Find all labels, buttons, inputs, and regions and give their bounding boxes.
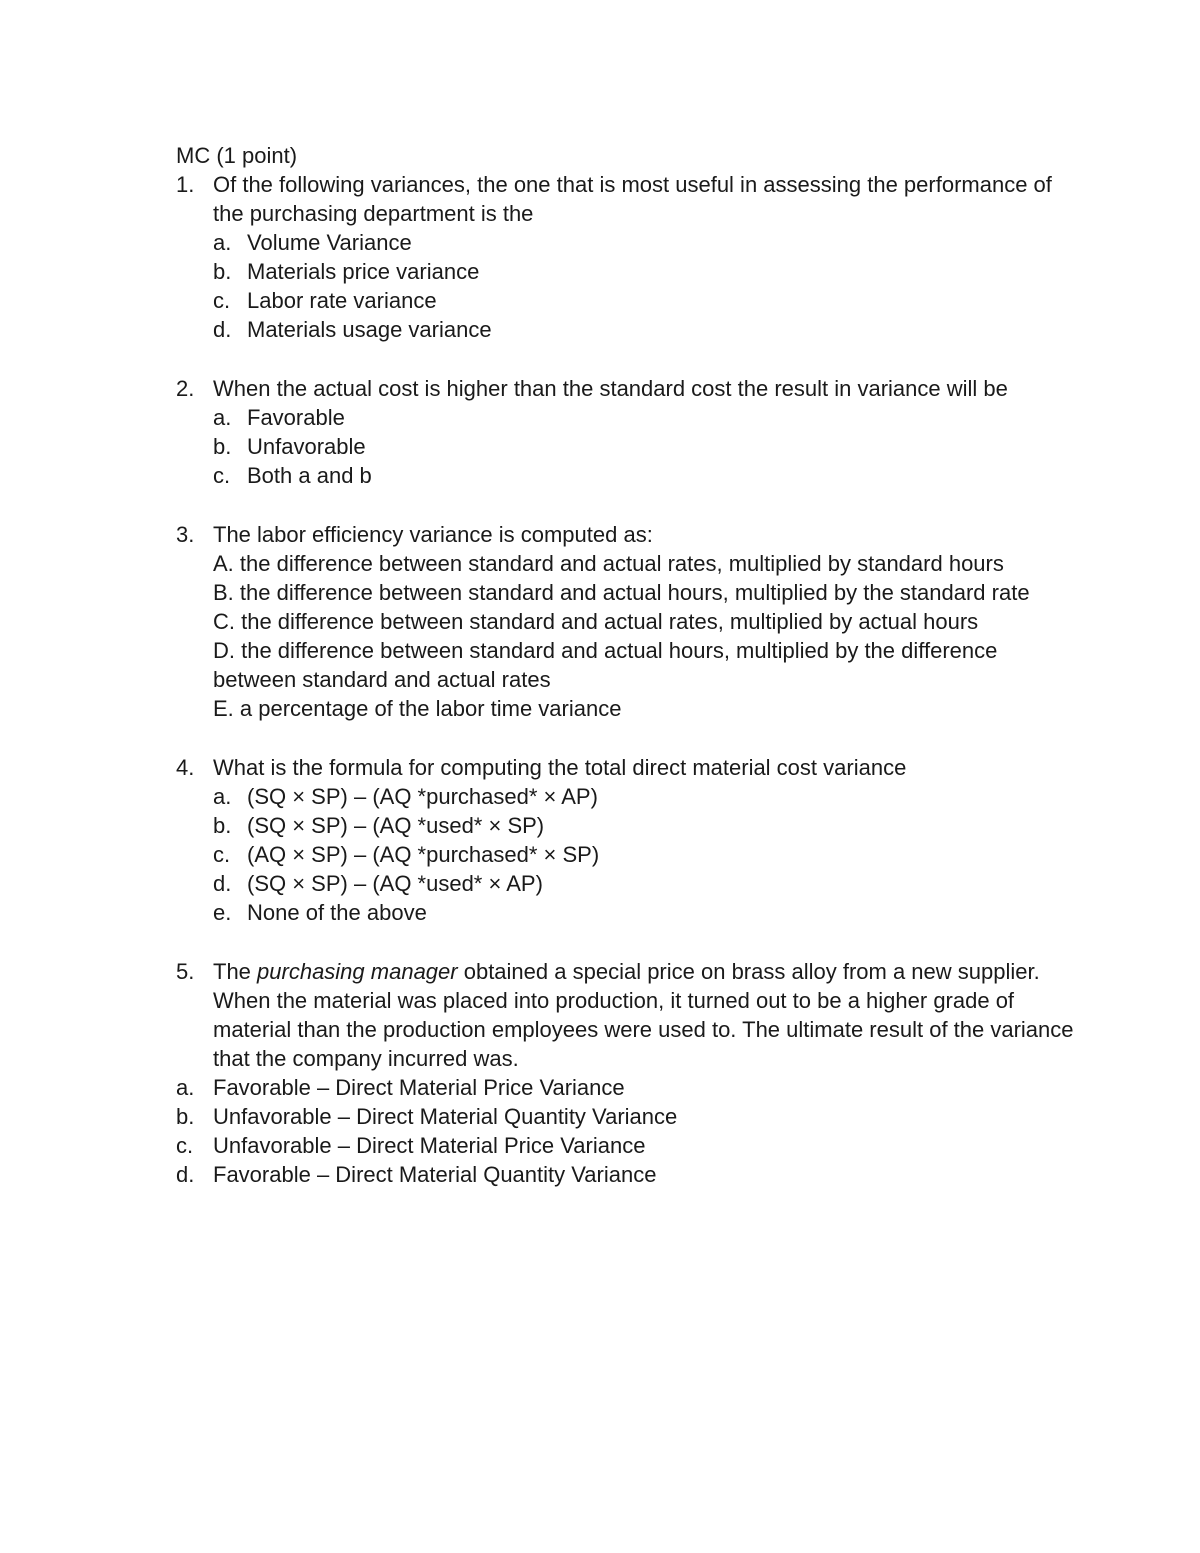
- stem-text: The: [213, 959, 258, 984]
- option-A: A. the difference between standard and actual rates, multiplied by standard hours: [213, 551, 1004, 576]
- stem-emphasis: purchasing manager: [257, 959, 458, 984]
- question-number: 5.: [176, 959, 195, 984]
- option-label: c.: [176, 1133, 194, 1158]
- option-text: Both a and b: [247, 463, 372, 488]
- option-text: (SQ × SP) – (AQ *purchased* × AP): [247, 784, 598, 809]
- option-label: a.: [213, 230, 232, 255]
- option-d: [213, 315, 1076, 344]
- question-number: 1.: [176, 172, 195, 197]
- option-a: [213, 228, 1076, 257]
- option-D: D. the difference between standard and actual hours, multiplied by the difference between standard and actual rates: [213, 638, 998, 692]
- option-d: [213, 869, 1076, 898]
- option-b: [213, 432, 1076, 461]
- option-label: a.: [176, 1075, 195, 1100]
- option-list: [213, 549, 1076, 723]
- option-label: a.: [213, 405, 232, 430]
- option-text: Materials price variance: [247, 259, 480, 284]
- option-text: Favorable – Direct Material Price Variance: [213, 1075, 625, 1100]
- question-2: [176, 374, 1076, 490]
- spacer: [176, 927, 1076, 957]
- question-number: 4.: [176, 755, 195, 780]
- option-list: [176, 1073, 1076, 1189]
- option-list: [213, 782, 1076, 927]
- option-b: [213, 257, 1076, 286]
- stem-text: obtained a special price on brass alloy from a new supplier. When the material was placed into production, it turned out to be a higher grade of material than the production employees were used to. The ultimate result of the variance that the company incurred was.: [213, 959, 1074, 1071]
- question-stem: What is the formula for computing the total direct material cost variance: [213, 755, 907, 780]
- option-c: [213, 461, 1076, 490]
- option-a: [213, 403, 1076, 432]
- option-text: (SQ × SP) – (AQ *used* × SP): [247, 813, 545, 838]
- question-stem: [213, 957, 1076, 1073]
- option-label: c.: [213, 463, 231, 488]
- question-5: [176, 957, 1076, 1073]
- option-text: (SQ × SP) – (AQ *used* × AP): [247, 871, 543, 896]
- option-list: [213, 403, 1076, 490]
- question-stem: The labor efficiency variance is computed as:: [213, 522, 653, 547]
- question-stem: When the actual cost is higher than the standard cost the result in variance will be: [213, 376, 1008, 401]
- option-text: Materials usage variance: [247, 317, 492, 342]
- section-heading: MC (1 point): [176, 143, 298, 168]
- question-number: 3.: [176, 522, 195, 547]
- option-c: [213, 286, 1076, 315]
- option-text: Favorable – Direct Material Quantity Variance: [213, 1162, 657, 1187]
- option-b: [213, 811, 1076, 840]
- question-stem: Of the following variances, the one that is most useful in assessing the performance of the purchasing department is the: [213, 172, 1052, 226]
- option-text: Volume Variance: [247, 230, 412, 255]
- option-text: Unfavorable – Direct Material Quantity Variance: [213, 1104, 678, 1129]
- option-E: E. a percentage of the labor time variance: [213, 696, 622, 721]
- option-label: b.: [213, 259, 232, 284]
- spacer: [176, 344, 1076, 374]
- option-label: b.: [213, 434, 232, 459]
- option-label: b.: [213, 813, 232, 838]
- option-text: Labor rate variance: [247, 288, 437, 313]
- option-c: [176, 1131, 1076, 1160]
- question-1: [176, 170, 1076, 344]
- question-4: [176, 753, 1076, 927]
- option-C: C. the difference between standard and actual rates, multiplied by actual hours: [213, 609, 979, 634]
- option-label: c.: [213, 288, 231, 313]
- question-number: 2.: [176, 376, 195, 401]
- option-d: [176, 1160, 1076, 1189]
- option-label: d.: [213, 871, 232, 896]
- option-a: [176, 1073, 1076, 1102]
- option-text: (AQ × SP) – (AQ *purchased* × SP): [247, 842, 600, 867]
- option-text: Unfavorable: [247, 434, 366, 459]
- spacer: [176, 723, 1076, 753]
- option-label: e.: [213, 900, 232, 925]
- option-text: None of the above: [247, 900, 427, 925]
- document-page: [176, 141, 1076, 1189]
- option-label: a.: [213, 784, 232, 809]
- option-b: [176, 1102, 1076, 1131]
- option-label: c.: [213, 842, 231, 867]
- option-label: d.: [176, 1162, 195, 1187]
- option-B: B. the difference between standard and actual hours, multiplied by the standard rate: [213, 580, 1030, 605]
- option-e: [213, 898, 1076, 927]
- option-text: Favorable: [247, 405, 345, 430]
- option-list: [213, 228, 1076, 344]
- option-a: [213, 782, 1076, 811]
- spacer: [176, 490, 1076, 520]
- question-3: [176, 520, 1076, 723]
- option-label: b.: [176, 1104, 195, 1129]
- option-label: d.: [213, 317, 232, 342]
- option-c: [213, 840, 1076, 869]
- option-text: Unfavorable – Direct Material Price Variance: [213, 1133, 646, 1158]
